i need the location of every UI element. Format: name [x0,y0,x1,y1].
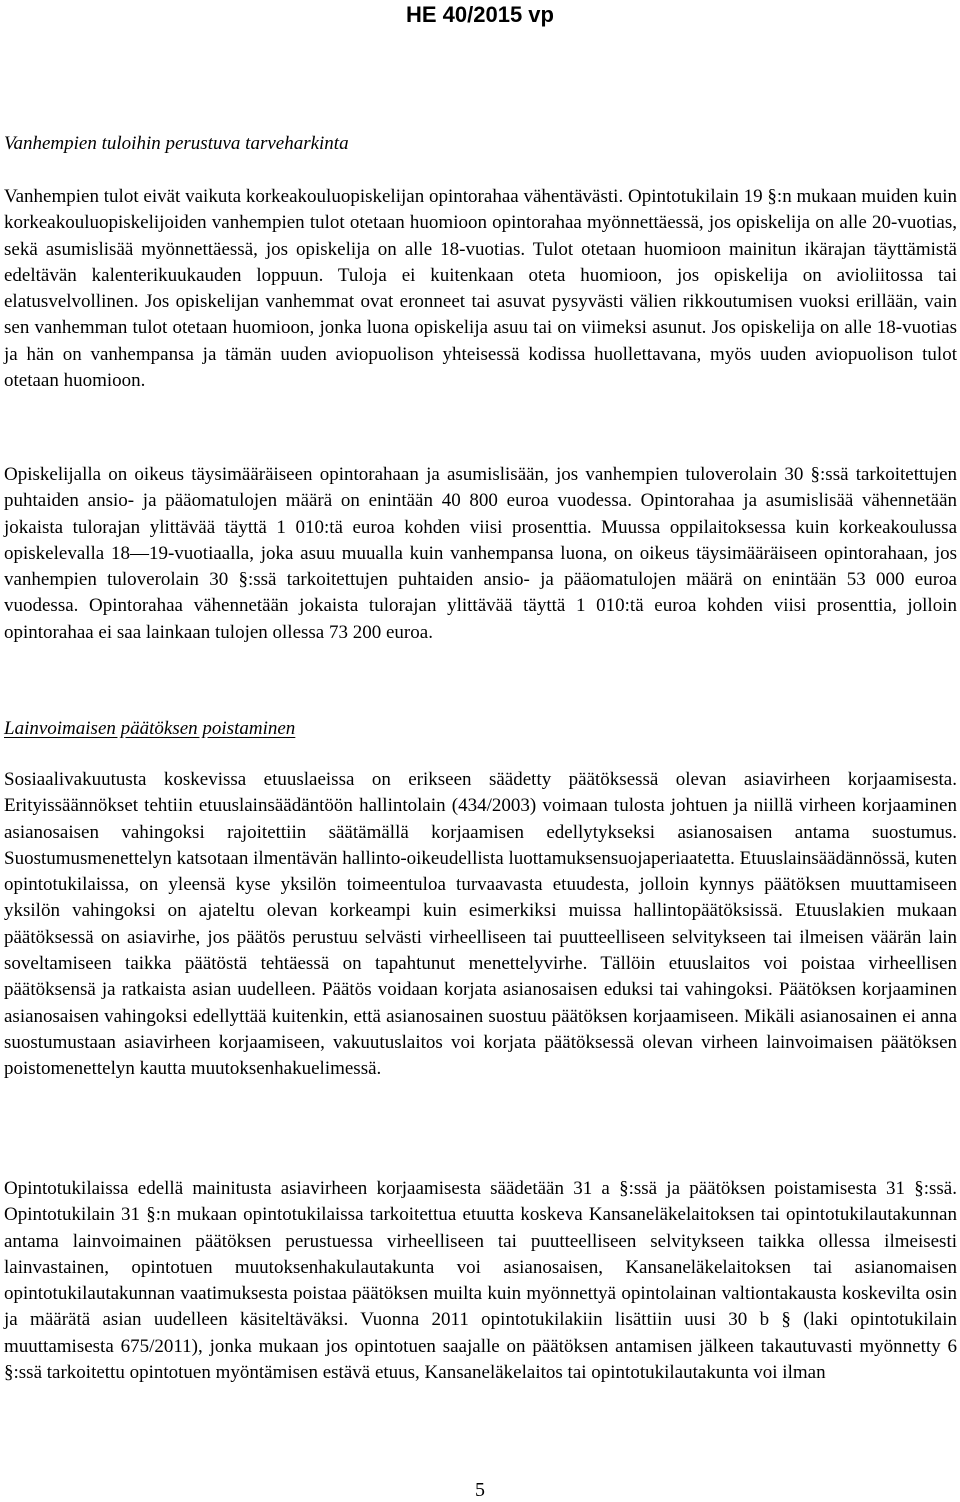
paragraph [4,767,957,1083]
paragraph [4,184,957,394]
paragraph [4,462,957,646]
paragraph-text: Sosiaalivakuutusta koskevissa etuuslaeissa on erikseen säädetty päätöksessä olevan asiavirheen korjaamisesta. Erityissäännökset tehtiin etuuslainsäädäntöön hallintolain (434/2003) voimaan tulosta johtuen ja niillä virheen korjaaminen asianosaisen vahingoksi rajoitettiin säätämällä korjaamisen edellytykseksi asianosaisen antama suostumus. Suostumusmenettelyn katsotaan ilmentävän hallinto-oikeudellista luottamuksensuojaperiaatetta. Etuuslainsäädännössä, kuten opintotukilaissa, on yleensä kyse yksilön toimeentuloa turvaavasta etuudesta, jolloin kynnys päätöksen muuttamiseen yksilön vahingoksi on ajateltu olevan korkeampi kuin esimerkiksi muissa hallintopäätöksissä. Etuuslakien mukaan päätöksessä on asiavirhe, jos päätös perustuu selvästi virheelliseen tai puutteelliseen selvitykseen tai ilmeisen väärän lain soveltamiseen taikka päätöstä tehtäessä on tapahtunut menettelyvirhe. Tällöin etuuslaitos voi poistaa virheellisen päätöksensä ja ratkaista asian uudelleen. Päätös voidaan korjata asianosaisen eduksi tai vahingoksi. Päätöksen korjaaminen asianosaisen vahingoksi edellyttää kuitenkin, että asianosainen suostuu päätöksen korjaamiseen. Mikäli asianosainen ei anna suostumustaan asiavirheen korjaamiseen, vakuutuslaitos voi korjata päätöksessä olevan virheen lainvoimaisen päätöksen poistomenettelyn kautta muutoksenhakuelimessä. [4,769,957,1080]
document-header: HE 40/2015 vp [406,2,554,27]
section-heading-text: Lainvoimaisen päätöksen poistaminen [4,718,296,739]
section-heading-text: Vanhempien tuloihin perustuva tarveharkinta [4,133,349,154]
paragraph-text: Opiskelijalla on oikeus täysimääräiseen opintorahaan ja asumislisään, jos vanhempien tuloverolain 30 §:ssä tarkoitettujen puhtaiden ansio- ja pääomatulojen määrä on enintään 40 800 euroa vuodessa. Opintorahaa ja asumislisää vähennetään jokaista tulorajan ylittävää täyttä 1 010:tä euroa kohden viisi prosenttia. Muussa oppilaitoksessa kuin korkeakoulussa opiskelevalla 18—19-vuotiaalla, joka asuu muualla kuin vanhempansa luona, on oikeus täysimääräiseen opintorahaan, jos vanhempien tuloverolain 30 §:ssä tarkoitettujen puhtaiden ansio- ja pääomatulojen määrä on enintään 53 000 euroa vuodessa. Opintorahaa vähennetään jokaista tulorajan ylittävää täyttä 1 010:tä euroa kohden viisi prosenttia, jolloin opintorahaa ei saa lainkaan tulojen ollessa 73 200 euroa. [4,464,957,643]
paragraph [4,1176,957,1386]
paragraph-text: Vanhempien tulot eivät vaikuta korkeakouluopiskelijan opintorahaa vähentävästi. Opintotukilain 19 §:n mukaan muiden kuin korkeakouluopiskelijoiden vanhempien tulot otetaan huomioon opintorahaa myönnettäessä, jos opiskelija on alle 20-vuotias, sekä asumislisää myönnettäessä, jos opiskelija on alle 18-vuotias. Tulot otetaan huomioon mainitun ikärajan täyttämistä edeltävän kalenterikuukauden loppuun. Tuloja ei kuitenkaan oteta huomioon, jos opiskelija on avioliitossa tai elatusvelvollinen. Jos opiskelijan vanhemmat ovat eronneet tai asuvat pysyvästi välien rikkoutumisen vuoksi erillään, vain sen vanhemman tulot otetaan huomioon, jonka luona opiskelija asuu tai on viimeksi asunut. Jos opiskelija on alle 18-vuotias ja hän on vanhempansa ja tämän uuden aviopuolison yhteisessä kodissa huollettavana, myös uuden aviopuolison tulot otetaan huomioon. [4,186,957,392]
page-number: 5 [475,1479,485,1501]
paragraph-text: Opintotukilaissa edellä mainitusta asiavirheen korjaamisesta säädetään 31 a §:ssä ja päätöksen poistamisesta 31 §:ssä. Opintotukilain 31 §:n mukaan opintotukilaissa tarkoitettua etuutta koskeva Kansaneläkelaitoksen tai opintotukilautakunnan antama lainvoimainen päätöksen perustuessa virheelliseen tai puutteelliseen selvitykseen taikka ollessa ilmeisesti lainvastainen, opintotuen muutoksenhakulautakunta voi asianosaisen, Kansaneläkelaitoksen tai asianomaisen opintotukilautakunnan vaatimuksesta poistaa päätöksen muilta kuin myönnettyä opintolainan valtiontakausta koskevilta osin ja määrätä asian uudelleen käsiteltäväksi. Vuonna 2011 opintotukilakiin lisättiin uusi 30 b § (laki opintotukilain muuttamisesta 675/2011), jonka mukaan jos opintotuen saajalle on päätöksen antamisen jälkeen takautuvasti myönnetty 6 §:ssä tarkoitettu opintotuen myöntämisen estävä etuus, Kansaneläkelaitos tai opintotukilautakunta voi ilman [4,1178,957,1384]
section-heading [4,131,957,157]
section-heading [4,716,957,742]
